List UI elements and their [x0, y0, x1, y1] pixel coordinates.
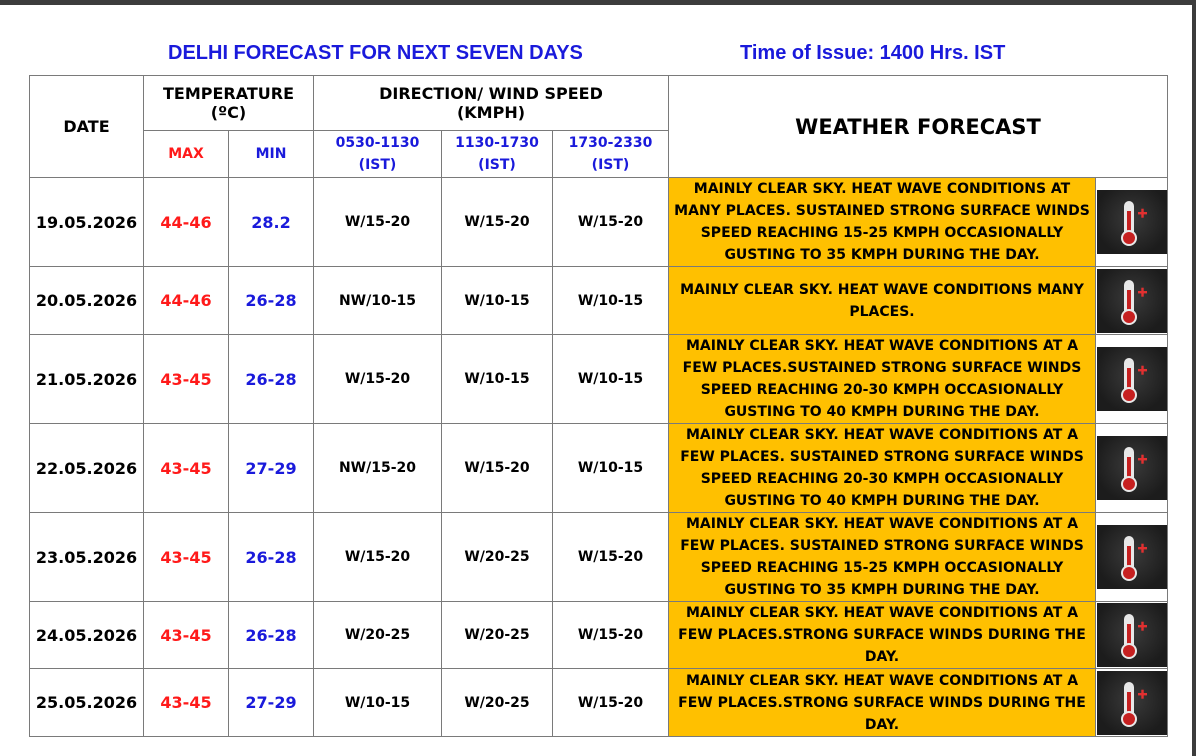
row-wind-slot3: W/15-20 — [553, 669, 669, 737]
row-forecast-text: MAINLY CLEAR SKY. HEAT WAVE CONDITIONS AT A FEW PLACES.SUSTAINED STRONG SURFACE WINDS SPEED REACHING 20-30 KMPH OCCASIONALLY GUSTING TO 40 KMPH DURING THE DAY. — [669, 335, 1096, 424]
table-row — [30, 335, 1168, 424]
row-icon-cell — [1096, 602, 1168, 669]
wind-header — [314, 76, 669, 131]
row-wind-slot2: W/20-25 — [442, 513, 553, 602]
row-forecast-text: MAINLY CLEAR SKY. HEAT WAVE CONDITIONS AT MANY PLACES. SUSTAINED STRONG SURFACE WINDS SPEED REACHING 15-25 KMPH OCCASIONALLY GUSTING TO 35 KMPH DURING THE DAY. — [669, 178, 1096, 267]
table-row — [30, 513, 1168, 602]
row-wind-slot2: W/10-15 — [442, 335, 553, 424]
row-min-temp: 26-28 — [229, 335, 314, 424]
row-min-temp: 26-28 — [229, 602, 314, 669]
row-max-temp: 44-46 — [144, 267, 229, 335]
row-wind-slot2: W/15-20 — [442, 178, 553, 267]
row-wind-slot1: NW/15-20 — [314, 424, 442, 513]
thermometer-hot-icon — [1097, 671, 1167, 735]
slot2-time: 1130-1730 — [455, 135, 539, 151]
row-max-temp: 43-45 — [144, 669, 229, 737]
row-wind-slot2: W/10-15 — [442, 267, 553, 335]
row-wind-slot3: W/10-15 — [553, 335, 669, 424]
row-wind-slot2: W/20-25 — [442, 602, 553, 669]
issue-time: Time of Issue: 1400 Hrs. IST — [740, 42, 1006, 64]
row-wind-slot1: W/15-20 — [314, 513, 442, 602]
row-wind-slot1: W/20-25 — [314, 602, 442, 669]
row-icon-cell — [1096, 669, 1168, 737]
row-forecast-text: MAINLY CLEAR SKY. HEAT WAVE CONDITIONS AT A FEW PLACES.STRONG SURFACE WINDS DURING THE DAY. — [669, 669, 1096, 737]
temperature-header — [144, 76, 314, 131]
weather-forecast-header: WEATHER FORECAST — [669, 76, 1168, 178]
row-date: 21.05.2026 — [30, 335, 144, 424]
row-wind-slot3: W/15-20 — [553, 178, 669, 267]
slot2-header — [442, 131, 553, 178]
max-header: MAX — [144, 131, 229, 178]
row-min-temp: 26-28 — [229, 513, 314, 602]
slot1-tz: (IST) — [358, 157, 397, 173]
row-date: 24.05.2026 — [30, 602, 144, 669]
row-wind-slot3: W/15-20 — [553, 602, 669, 669]
row-wind-slot3: W/10-15 — [553, 267, 669, 335]
row-forecast-text: MAINLY CLEAR SKY. HEAT WAVE CONDITIONS AT A FEW PLACES.STRONG SURFACE WINDS DURING THE DAY. — [669, 602, 1096, 669]
row-min-temp: 27-29 — [229, 424, 314, 513]
temperature-label: TEMPERATURE — [162, 84, 295, 103]
row-date: 25.05.2026 — [30, 669, 144, 737]
row-wind-slot3: W/10-15 — [553, 424, 669, 513]
row-icon-cell — [1096, 335, 1168, 424]
row-date: 22.05.2026 — [30, 424, 144, 513]
row-wind-slot2: W/20-25 — [442, 669, 553, 737]
thermometer-hot-icon — [1097, 190, 1167, 254]
slot3-tz: (IST) — [591, 157, 630, 173]
row-wind-slot1: NW/10-15 — [314, 267, 442, 335]
window-top-border — [0, 0, 1196, 5]
slot3-time: 1730-2330 — [568, 135, 653, 151]
row-wind-slot1: W/10-15 — [314, 669, 442, 737]
row-min-temp: 26-28 — [229, 267, 314, 335]
row-max-temp: 43-45 — [144, 513, 229, 602]
thermometer-hot-icon — [1097, 525, 1167, 589]
table-row — [30, 178, 1168, 267]
slot3-header — [553, 131, 669, 178]
row-min-temp: 28.2 — [229, 178, 314, 267]
date-header: DATE — [30, 76, 144, 178]
thermometer-hot-icon — [1097, 269, 1167, 333]
row-icon-cell — [1096, 513, 1168, 602]
slot1-time: 0530-1130 — [335, 135, 420, 151]
forecast-table — [29, 75, 1168, 737]
thermometer-hot-icon — [1097, 603, 1167, 667]
row-wind-slot2: W/15-20 — [442, 424, 553, 513]
row-wind-slot1: W/15-20 — [314, 178, 442, 267]
row-max-temp: 43-45 — [144, 424, 229, 513]
table-row — [30, 602, 1168, 669]
wind-label: DIRECTION/ WIND SPEED — [379, 84, 603, 103]
slot1-header — [314, 131, 442, 178]
row-date: 23.05.2026 — [30, 513, 144, 602]
row-icon-cell — [1096, 424, 1168, 513]
wind-unit: (KMPH) — [456, 103, 526, 122]
row-wind-slot1: W/15-20 — [314, 335, 442, 424]
row-max-temp: 43-45 — [144, 335, 229, 424]
table-row — [30, 267, 1168, 335]
row-date: 20.05.2026 — [30, 267, 144, 335]
min-header: MIN — [229, 131, 314, 178]
page-title: DELHI FORECAST FOR NEXT SEVEN DAYS — [168, 42, 583, 64]
temperature-unit: (ºC) — [210, 103, 247, 122]
slot2-tz: (IST) — [478, 157, 516, 173]
row-min-temp: 27-29 — [229, 669, 314, 737]
thermometer-hot-icon — [1097, 436, 1167, 500]
row-max-temp: 44-46 — [144, 178, 229, 267]
forecast-rows — [30, 178, 1168, 737]
row-wind-slot3: W/15-20 — [553, 513, 669, 602]
table-row — [30, 424, 1168, 513]
table-row — [30, 669, 1168, 737]
thermometer-hot-icon — [1097, 347, 1167, 411]
row-forecast-text: MAINLY CLEAR SKY. HEAT WAVE CONDITIONS MANY PLACES. — [669, 267, 1096, 335]
row-date: 19.05.2026 — [30, 178, 144, 267]
row-forecast-text: MAINLY CLEAR SKY. HEAT WAVE CONDITIONS AT A FEW PLACES. SUSTAINED STRONG SURFACE WINDS SPEED REACHING 15-25 KMPH OCCASIONALLY GUSTING TO 35 KMPH DURING THE DAY. — [669, 513, 1096, 602]
window-right-border — [1192, 0, 1196, 756]
row-icon-cell — [1096, 267, 1168, 335]
row-forecast-text: MAINLY CLEAR SKY. HEAT WAVE CONDITIONS AT A FEW PLACES. SUSTAINED STRONG SURFACE WINDS SPEED REACHING 20-30 KMPH OCCASIONALLY GUSTING TO 40 KMPH DURING THE DAY. — [669, 424, 1096, 513]
row-icon-cell — [1096, 178, 1168, 267]
row-max-temp: 43-45 — [144, 602, 229, 669]
